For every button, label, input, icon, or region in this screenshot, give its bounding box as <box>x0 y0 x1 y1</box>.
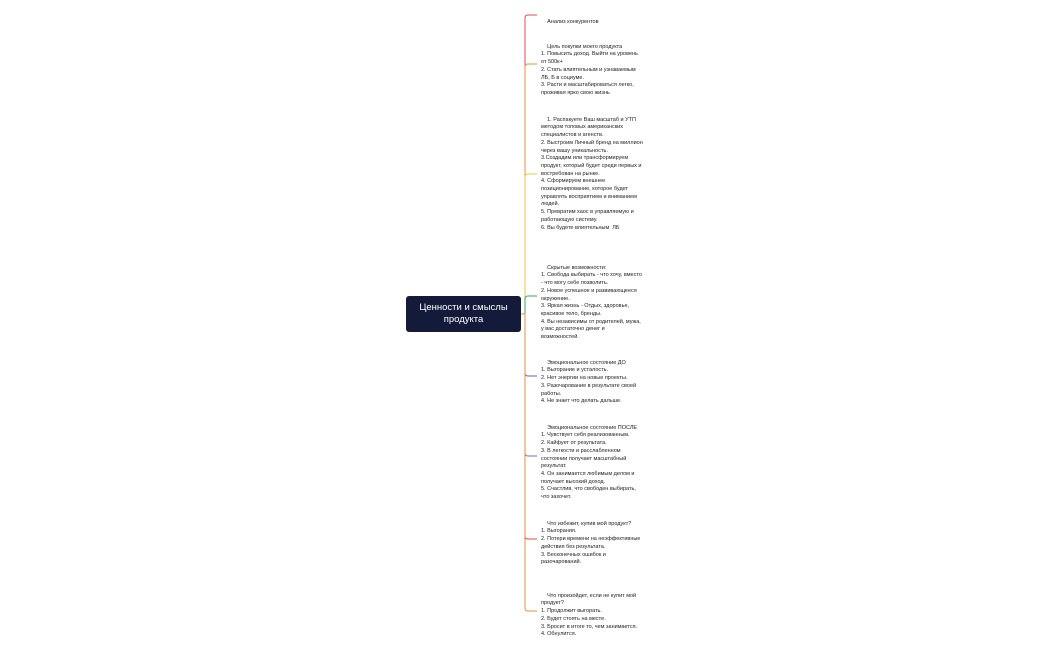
branch-node-purchase-goal[interactable] <box>541 36 643 105</box>
connector-line <box>521 314 537 539</box>
connector-line <box>521 314 537 611</box>
branch-node-what-avoids[interactable] <box>541 513 643 575</box>
branch-node-emotional-state-before[interactable] <box>541 352 643 414</box>
branch-text: Эмоциональное состояние ДО 1. Выгорание и усталость. 2. Нет энергии на новые проекты. 3. Разочарование в результате своей работы. 4. Не знает что делать дальше. <box>541 359 637 405</box>
branch-text: Цель покупки моего продукта 1. Повысить доход. Выйти на уровень от 500к+ 2. Стать влиятельным и узнаваемым ЛБ, Б в социуме. 3. Расти и масштабироваться легко, проживая ярко свою жизнь <box>541 43 638 96</box>
branch-node-emotional-state-after[interactable] <box>541 417 643 509</box>
branch-text: Что произойдет, если не купит мой продукт? 1. Продолжит выгорать. 2. Будет стоять на месте. 3. Бросит в итоге то, чем занимается. 4. Обнулится. <box>541 592 638 638</box>
connector-line <box>521 15 537 314</box>
connector-line <box>521 314 537 456</box>
branch-text: Эмоциональное состояние ПОСЛЕ 1. Чувствует себя реализованным. 2. Кайфует от результата. 3. В легкости и расслабленном состоянии получает масштабный результат. 4. Он занимается любимым делом и получает высокий доход. 5. Счастлив, что свободен выбирать, что захочет. <box>541 424 638 501</box>
central-topic-label: Ценности и смыслы продукта <box>419 302 508 325</box>
central-topic-node[interactable] <box>406 296 521 332</box>
branch-text: 1. Распакуете Ваш масштаб и УТП методом топовых американских специалистов и агенств. 2. Выстроим Личный бренд на миллион через вашу уникальность. 3.Создадим или трансформируем продукт, который будет среди первых и востребован на рынке. 4. Сформируем внешнее позиционирование, которое будет управлять восприятием и вниманием людей. 5. Превратим хаос в управляемую и работающую систему. 6. Вы будете влиятельным ЛБ <box>541 116 643 231</box>
branch-node-competitor-analysis[interactable] <box>541 11 643 34</box>
branch-text: Анализ конкурентов <box>547 18 599 25</box>
branch-text: Скрытые возможности: 1. Свобода выбирать - что хочу, вместо - что могу себе позволить. 2. Новое успешное и развивающееся окружение. 3. Яркая жизнь - Отдых, здоровье, красивое тело, бренды. 4. Вы независимы от родителей, мужа, у вас достаточно денег и возможностей. <box>541 264 642 341</box>
branch-text: Что избежит, купив мой продукт? 1. Выгорания. 2. Потери времени на неэффективные действия без результата. 3. Бесконечных ошибок и разочарований. <box>541 520 641 566</box>
connector-line <box>521 296 537 314</box>
branch-node-offer[interactable] <box>541 109 643 240</box>
connector-line <box>521 314 537 376</box>
branch-node-hidden-opportunities[interactable] <box>541 257 643 349</box>
connector-line <box>521 64 537 314</box>
branch-node-if-not-buy[interactable] <box>541 585 643 647</box>
connector-line <box>521 174 537 314</box>
